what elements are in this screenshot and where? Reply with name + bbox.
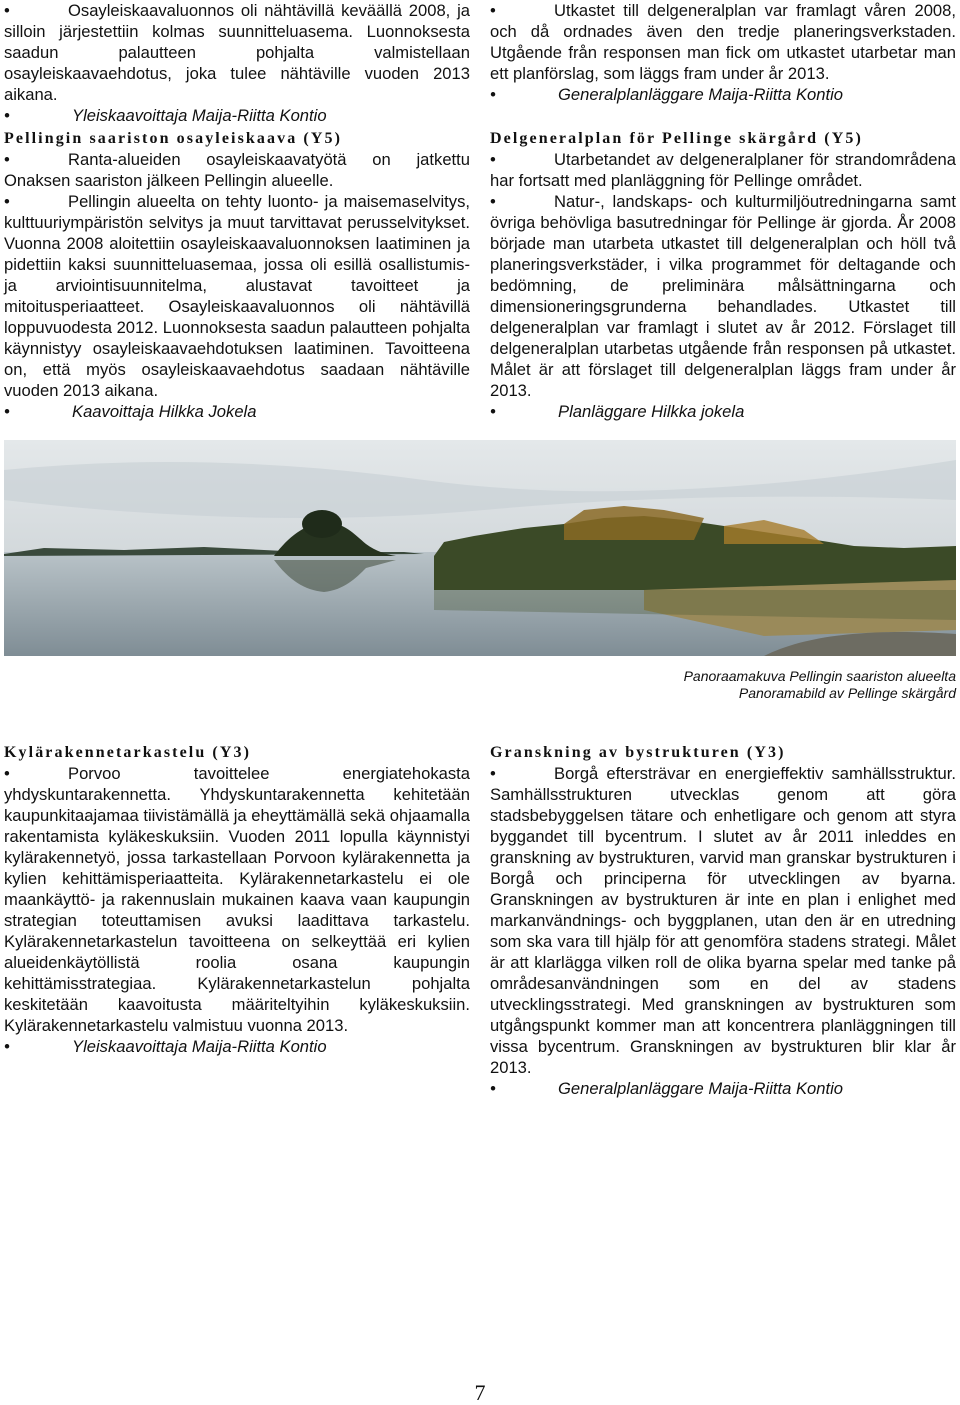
section-heading: Granskning av bystrukturen (Y3) bbox=[490, 744, 786, 761]
left-top-block bbox=[4, 0, 470, 126]
left-top-signature: • Yleiskaavoittaja Maija-Riitta Kontio bbox=[4, 105, 470, 126]
bullet-paragraph: • Utarbetandet av delgeneralplaner för strandområdena har fortsatt med planläggning för Pellinge området. bbox=[490, 149, 956, 191]
caption-fi: Panoraamakuva Pellingin saariston alueelta bbox=[683, 668, 956, 684]
author-signature: • Kaavoittaja Hilkka Jokela bbox=[4, 401, 470, 422]
caption-sv: Panoramabild av Pellinge skärgård bbox=[738, 685, 956, 701]
bullet-paragraph: • Natur-, landskaps- och kulturmiljöutredningarna samt övriga behövliga basutredningar för Pellinge är gjorda. År 2008 började man utarbeta utkastet till delgeneralplan och höll två planeringsverkstäder, i vilka programmet för deltagande och bedömning, de preliminära målsättningarna och dimensioneringsgrunderna behandlades. Utkastet till delgeneralplan var framlagt i slutet av år 2012. Förslaget till delgeneralplan utarbetas utgående från responsen på utkastet. Målet är att förslaget till delgeneralplan läggs fram under år 2013. bbox=[490, 191, 956, 401]
section-y5-fi bbox=[4, 128, 470, 422]
section-heading: Delgeneralplan för Pellinge skärgård (Y5) bbox=[490, 130, 863, 147]
left-top-paragraph: • Osayleiskaavaluonnos oli nähtävillä keväällä 2008, ja silloin järjestettiin kolmas suunnitteluasema. Luonnoksesta saadun palautteen pohjalta valmistellaan osayleiskaavaehdotus, joka tulee nähtäville vuoden 2013 aikana. bbox=[4, 0, 470, 105]
photo-caption bbox=[684, 668, 956, 702]
section-y5-sv bbox=[490, 128, 956, 422]
section-heading: Kylärakennetarkastelu (Y3) bbox=[4, 744, 252, 761]
bullet-paragraph: • Ranta-alueiden osayleiskaavatyötä on jatkettu Onaksen saariston jälkeen Pellingin alueelle. bbox=[4, 149, 470, 191]
right-top-signature: • Generalplanläggare Maija-Riitta Kontio bbox=[490, 84, 956, 105]
author-signature: • Yleiskaavoittaja Maija-Riitta Kontio bbox=[4, 1036, 470, 1057]
section-heading: Pellingin saariston osayleiskaava (Y5) bbox=[4, 130, 343, 147]
section-y3-sv bbox=[490, 742, 956, 1099]
page-number: 7 bbox=[474, 1380, 486, 1405]
bullet-paragraph: • Borgå eftersträvar en energieffektiv samhällsstruktur. Samhällsstrukturen utvecklas genom att göra stadsbebyggelsen tätare och enhetligare och genom att styra byggandet till bycentrum. I slutet av år 2011 inleddes en granskning av bystrukturen, varvid man granskar bystrukturen i Borgå och principerna för utvecklingen av byarna. Granskningen av bystrukturen är inte en plan i enlighet med markanvändnings- och byggplanen, utan den är en utredning som ska vara till hjälp för att genomföra stadens strategi. Målet är att klarlägga vilken roll de olika byarna spelar med tanke på områdesanvändningen som en del av stadens utvecklingsstrategi. Med granskningen av bystrukturen som utgångspunkt kommer man att koncentrera planläggningen till vissa bycentrum. Granskningen av bystrukturen blir klar år 2013. bbox=[490, 763, 956, 1078]
author-signature: • Generalplanläggare Maija-Riitta Kontio bbox=[490, 1078, 956, 1099]
panorama-photo bbox=[4, 440, 956, 656]
bullet-paragraph: • Porvoo tavoittelee energiatehokasta yhdyskuntarakennetta. Yhdyskuntarakennetta kehitetään kaupunkitaajamaa tiivistämällä ja eheyttämällä sekä ohjaamalla rakentamista kyläkeskuksiin. Vuoden 2011 lopulla käynnistyi kylärakennetyö, jossa tarkastellaan Porvoon kylärakennetta ja kylien kehittämisperiaatteita. Kylärakennetarkastelu ei ole maankäyttö- ja rakennuslain mukainen kaava vaan kaupungin strategian toteuttamisen avuksi laadittava tarkastelu. Kylärakennetarkastelun tavoitteena on selkeyttää eri kylien alueidenkäytöllistä roolia osana kaupungin kehittämisstrategiaa. Kylärakennetarkastelun pohjalta keskitetään kaavoitusta määriteltyihin kyläkeskuksiin. Kylärakennetarkastelu valmistuu vuonna 2013. bbox=[4, 763, 470, 1036]
right-top-block bbox=[490, 0, 956, 105]
author-signature: • Planläggare Hilkka jokela bbox=[490, 401, 956, 422]
bullet-paragraph: • Pellingin alueelta on tehty luonto- ja maisemaselvitys, kulttuuriympäristön selvitys ja muut tarvittavat perusselvitykset. Vuonna 2008 aloitettiin osayleiskaavaluonnoksen laatiminen ja pidettiin kaksi suunnitteluasemaa, jossa oli esillä osallistumis- ja arviointisuunnitelma, alustavat tavoitteet ja mitoitusperiaatteet. Osayleiskaavaluonnos oli nähtävillä loppuvuodesta 2012. Luonnoksesta saadun palautteen pohjalta käynnistyy osayleiskaavaehdotuksen laatiminen. Tavoitteena on, että myös osayleiskaavaehdotus saadaan nähtäville vuoden 2013 aikana. bbox=[4, 191, 470, 401]
right-top-paragraph: • Utkastet till delgeneralplan var framlagt våren 2008, och då ordnades även den tredje planeringsverkstaden. Utgående från responsen man fick om utkastet utarbetar man ett planförslag, som läggs fram under år 2013. bbox=[490, 0, 956, 84]
section-y3-fi bbox=[4, 742, 470, 1057]
